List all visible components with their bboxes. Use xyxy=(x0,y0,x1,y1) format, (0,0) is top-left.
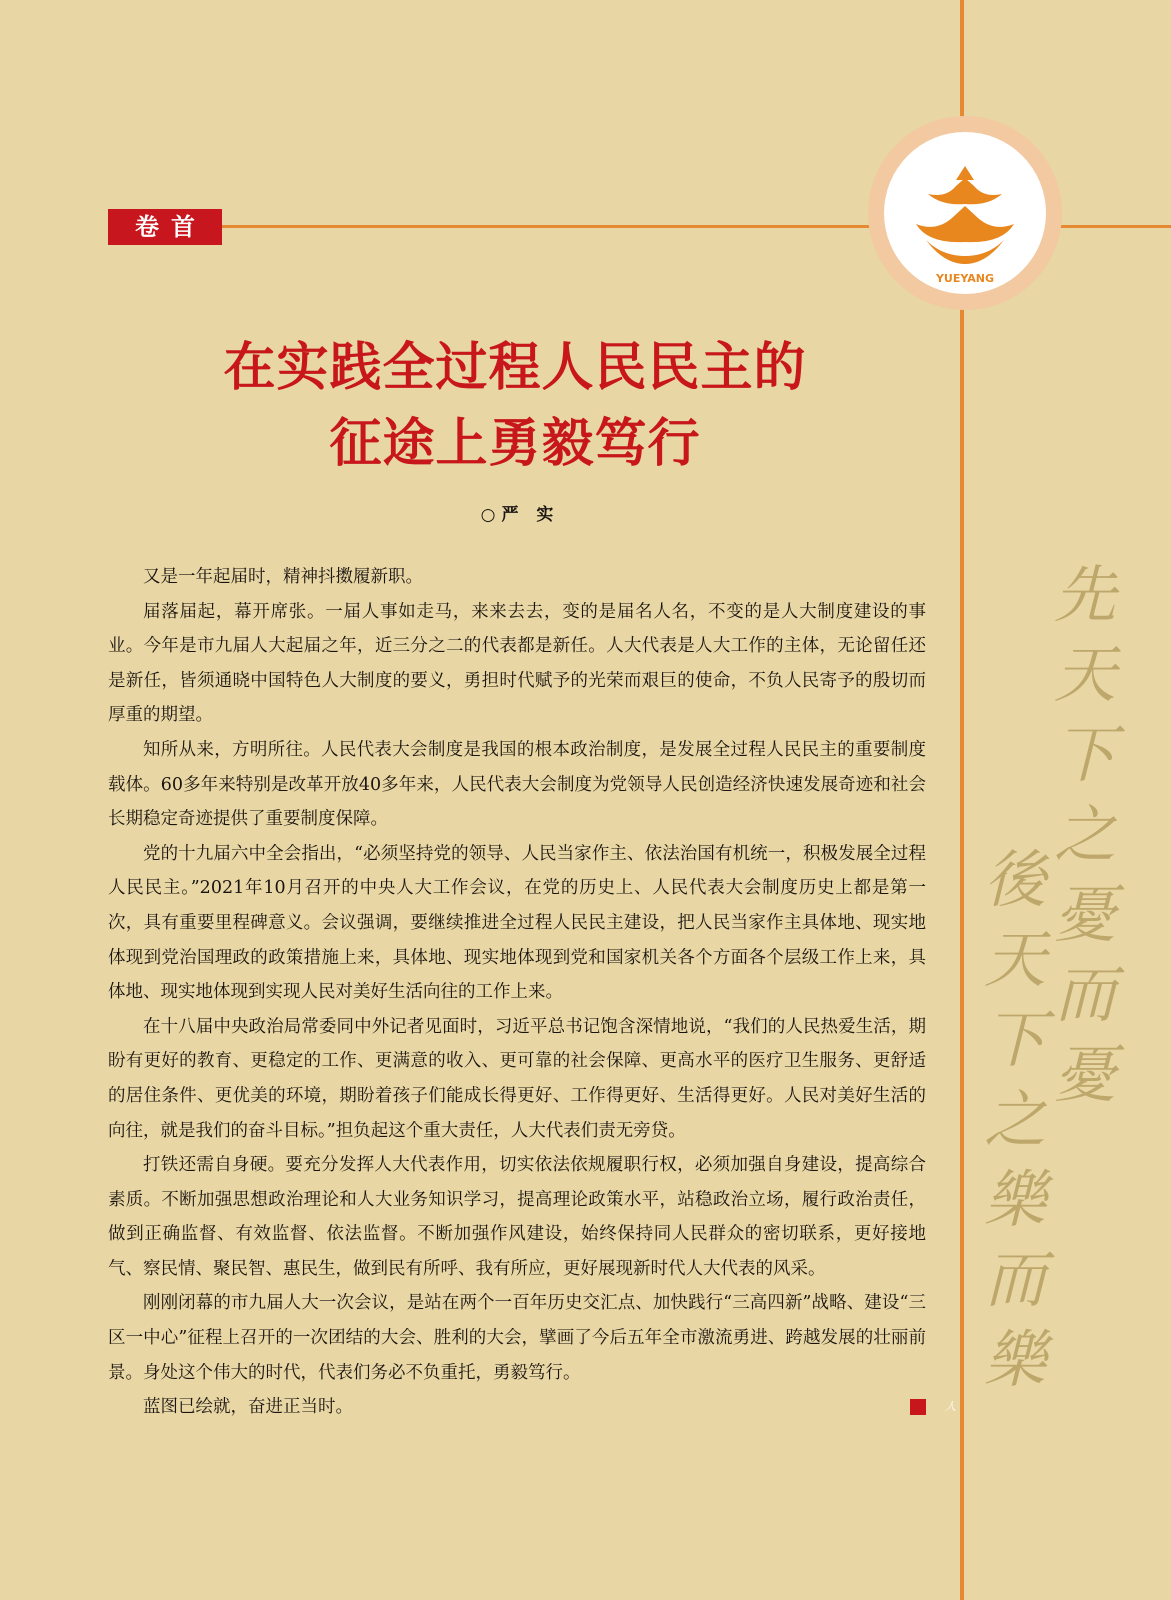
paragraph: 知所从来，方明所往。人民代表大会制度是我国的根本政治制度，是发展全过程人民民主的重要制度载体。60多年来特别是改革开放40多年来，人民代表大会制度为党领导人民创造经济快速发展奇迹和社会长期稳定奇迹提供了重要制度保障。 xyxy=(108,739,926,830)
paragraph: 在十八届中央政治局常委同中外记者见面时，习近平总书记饱含深情地说，“我们的人民热爱生活，期盼有更好的教育、更稳定的工作、更满意的收入、更可靠的社会保障、更高水平的医疗卫生服务、更舒适的居住条件、更优美的环境，期盼着孩子们能成长得更好、工作得更好、生活得更好。人民对美好生活的向往，就是我们的奋斗目标。”担负起这个重大责任，人大代表们责无旁贷。 xyxy=(108,1016,926,1141)
calligraphy-column-2 xyxy=(980,840,1050,1400)
logo-text: YUEYANG xyxy=(935,272,995,285)
calligraphy-char: 憂 xyxy=(1053,1038,1116,1111)
calligraphy-char: 之 xyxy=(1053,798,1116,871)
pavilion-icon xyxy=(884,132,1046,294)
calligraphy-char: 樂 xyxy=(983,1323,1046,1396)
header-rule-right xyxy=(1060,225,1171,228)
column-tag: 卷首 xyxy=(108,209,222,245)
calligraphy-char: 憂 xyxy=(1053,878,1116,951)
calligraphy-char: 先 xyxy=(1053,558,1116,631)
title-line-2: 征途上勇毅笃行 xyxy=(329,414,701,474)
yueyang-logo xyxy=(868,116,1062,310)
article-body xyxy=(108,560,956,1425)
author-byline: ○严 实 xyxy=(480,505,560,525)
calligraphy-char: 天 xyxy=(1053,638,1116,711)
header-rule xyxy=(222,225,872,228)
paragraph: 打铁还需自身硬。要充分发挥人大代表作用，切实依法依规履职行权，必须加强自身建设，提高综合素质。不断加强思想政治理论和人大业务知识学习，提高理论政策水平，站稳政治立场，履行政治责任，做到正确监督、有效监督、依法监督。不断加强作风建设，始终保持同人民群众的密切联系，更好接地气、察民情、聚民智、惠民生，做到民有所呼、我有所应，更好展现新时代人大代表的风采。 xyxy=(108,1155,926,1279)
paragraph-last xyxy=(108,1390,956,1425)
article-title xyxy=(180,330,850,482)
paragraph: 刚刚闭幕的市九届人大一次会议，是站在两个一百年历史交汇点、加快践行“三高四新”战略、建设“三区一中心”征程上召开的一次团结的大会、胜利的大会，擘画了今后五年全市激流勇进、跨越发展的壮丽前景。身处这个伟大的时代，代表们务必不负重托，勇毅笃行。 xyxy=(108,1293,926,1383)
end-mark-icon: 人 xyxy=(910,1399,926,1415)
calligraphy-column-1 xyxy=(1050,555,1120,1115)
paragraph: 又是一年起届时，精神抖擞履新职。 xyxy=(143,567,423,587)
calligraphy-char: 而 xyxy=(983,1243,1046,1316)
calligraphy-char: 後 xyxy=(983,843,1046,916)
calligraphy-char: 而 xyxy=(1053,958,1116,1031)
paragraph: 蓝图已绘就，奋进正当时。 xyxy=(143,1397,353,1418)
paragraph: 届落届起，幕开席张。一届人事如走马，来来去去，变的是届名人名，不变的是人大制度建设的事业。今年是市九届人大起届之年，近三分之二的代表都是新任。人大代表是人大工作的主体，无论留任还是新任，皆须通晓中国特色人大制度的要义，勇担时代赋予的光荣而艰巨的使命，不负人民寄予的殷切而厚重的期望。 xyxy=(108,601,926,726)
calligraphy-char: 樂 xyxy=(983,1163,1046,1236)
calligraphy-char: 之 xyxy=(983,1083,1046,1156)
title-line-1: 在实践全过程人民民主的 xyxy=(223,338,807,398)
calligraphy-char: 下 xyxy=(1053,718,1116,791)
calligraphy-char: 天 xyxy=(983,923,1046,996)
paragraph: 党的十九届六中全会指出，“必须坚持党的领导、人民当家作主、依法治国有机统一，积极发展全过程人民民主。”2021年10月召开的中央人大工作会议，在党的历史上、人民代表大会制度历史上都是第一次，具有重要里程碑意义。会议强调，要继续推进全过程人民民主建设，把人民当家作主具体地、现实地体现到党治国理政的政策措施上来，具体地、现实地体现到党和国家机关各个方面各个层级工作上来，具体地、现实地体现到实现人民对美好生活向往的工作上来。 xyxy=(108,843,926,1003)
calligraphy-char: 下 xyxy=(983,1003,1046,1076)
